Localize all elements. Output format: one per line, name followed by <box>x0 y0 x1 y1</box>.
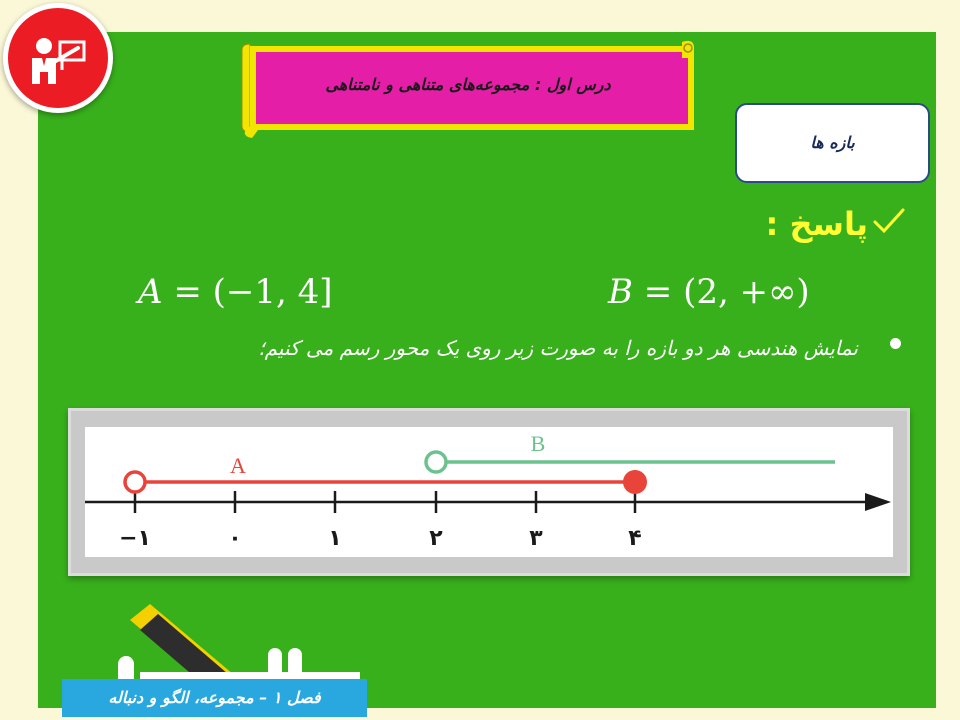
interval-a-expression <box>138 268 333 316</box>
topic-box <box>735 103 930 183</box>
tick-label: ۲ <box>429 526 443 551</box>
number-line-panel <box>85 427 893 557</box>
lesson-title-banner <box>238 40 698 140</box>
tick-label: ۴ <box>628 526 642 551</box>
number-line-figure <box>68 408 910 576</box>
topic-label: بازه ها <box>810 133 855 152</box>
answer-label: پاسخ : <box>765 205 868 243</box>
interval-a-label: A <box>230 453 246 478</box>
tick-label: ۳ <box>529 526 543 551</box>
interval-b-open-end <box>426 452 446 472</box>
interval-b-value: = (2, +∞) <box>633 272 810 312</box>
bullet-icon <box>890 338 901 349</box>
tick-label: ۰ <box>228 526 242 551</box>
set-b-symbol: B <box>608 272 633 312</box>
interval-a-closed-end <box>623 470 647 494</box>
tick-label: ۱ <box>328 526 342 551</box>
chapter-footer: فصل ۱ – مجموعه، الگو و دنباله <box>62 679 367 717</box>
teacher-icon <box>3 3 113 113</box>
check-icon <box>872 206 906 236</box>
bullet-text: نمایش هندسی هر دو بازه را به صورت زیر روی یک محور رسم می کنیم؛ <box>258 336 858 360</box>
interval-a-value: = (−1, 4] <box>162 272 333 312</box>
lesson-title: درس اول : مجموعه‌های متناهی و نامتناهی <box>325 75 611 94</box>
interval-b-expression <box>608 268 810 316</box>
tick-label: −۱ <box>119 526 151 551</box>
axis-arrow-icon <box>865 493 891 511</box>
interval-b-label: B <box>530 431 546 456</box>
set-a-symbol: A <box>138 272 163 312</box>
interval-a-open-end <box>125 472 145 492</box>
